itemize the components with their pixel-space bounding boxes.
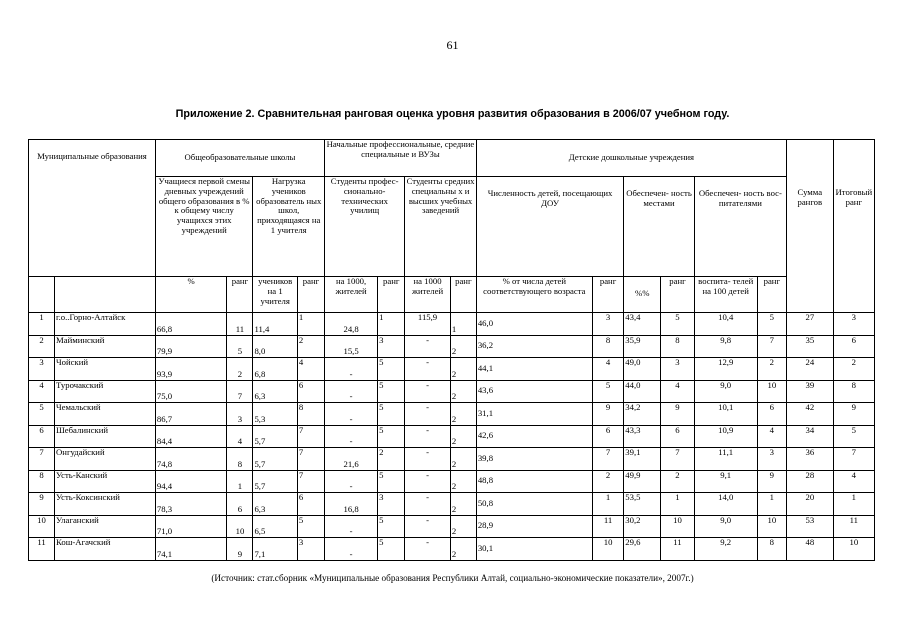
school-share-rank: 11 bbox=[227, 313, 253, 336]
sum-of-ranks: 27 bbox=[787, 313, 834, 336]
teacher-load-value: 6,3 bbox=[253, 493, 297, 516]
teacher-load-rank: 7 bbox=[297, 470, 324, 493]
teacher-load-rank: 8 bbox=[297, 403, 324, 426]
dou-teachers-rank: 7 bbox=[757, 335, 786, 358]
school-share-rank: 5 bbox=[227, 335, 253, 358]
row-number: 7 bbox=[29, 448, 55, 471]
ranking-table bbox=[28, 139, 875, 561]
school-share-value: 79,9 bbox=[155, 335, 227, 358]
spo-students-rank: 2 bbox=[450, 515, 476, 538]
sum-of-ranks: 24 bbox=[787, 358, 834, 381]
school-share-rank: 10 bbox=[227, 515, 253, 538]
npo-students-rank: 5 bbox=[378, 515, 405, 538]
header-students-spo: Студенты средних специальны х и высших учебных заведений bbox=[405, 177, 477, 277]
school-share-rank: 6 bbox=[227, 493, 253, 516]
dou-teachers-rank: 8 bbox=[757, 538, 786, 561]
sum-of-ranks: 34 bbox=[787, 425, 834, 448]
municipality-name: Онгудайский bbox=[55, 448, 156, 471]
teacher-load-rank: 2 bbox=[297, 335, 324, 358]
dou-teachers-value: 12,9 bbox=[694, 358, 757, 381]
spo-students-value: - bbox=[405, 538, 451, 561]
unit-rank: ранг bbox=[757, 277, 786, 313]
table-row bbox=[29, 380, 875, 403]
unit-rank: ранг bbox=[592, 277, 623, 313]
npo-students-rank: 3 bbox=[378, 335, 405, 358]
npo-students-value: - bbox=[325, 470, 378, 493]
school-share-value: 75,0 bbox=[155, 380, 227, 403]
municipality-name: Шебалинский bbox=[55, 425, 156, 448]
spo-students-rank: 2 bbox=[450, 358, 476, 381]
dou-children-value: 43,6 bbox=[476, 380, 592, 403]
dou-teachers-rank: 9 bbox=[757, 470, 786, 493]
npo-students-rank: 3 bbox=[378, 493, 405, 516]
spo-students-value: - bbox=[405, 493, 451, 516]
school-share-rank: 4 bbox=[227, 425, 253, 448]
dou-places-value: 44,0 bbox=[624, 380, 661, 403]
unit-rank: ранг bbox=[450, 277, 476, 313]
page-title: Приложение 2. Сравнительная ранговая оценка уровня развития образования в 2006/07 учебном году. bbox=[175, 108, 730, 120]
header-sum-ranks: Сумма рангов bbox=[787, 140, 834, 313]
npo-students-rank: 5 bbox=[378, 403, 405, 426]
row-number: 10 bbox=[29, 515, 55, 538]
dou-places-rank: 7 bbox=[661, 448, 695, 471]
dou-children-value: 42,6 bbox=[476, 425, 592, 448]
dou-places-rank: 6 bbox=[661, 425, 695, 448]
teacher-load-value: 5,7 bbox=[253, 470, 297, 493]
dou-children-value: 36,2 bbox=[476, 335, 592, 358]
teacher-load-value: 5,3 bbox=[253, 403, 297, 426]
npo-students-value: 15,5 bbox=[325, 335, 378, 358]
spo-students-value: - bbox=[405, 470, 451, 493]
dou-places-rank: 9 bbox=[661, 403, 695, 426]
final-rank: 4 bbox=[833, 470, 874, 493]
row-number: 4 bbox=[29, 380, 55, 403]
table-row bbox=[29, 403, 875, 426]
final-rank: 10 bbox=[833, 538, 874, 561]
dou-children-rank: 4 bbox=[592, 358, 623, 381]
table-row bbox=[29, 313, 875, 336]
npo-students-value: - bbox=[325, 515, 378, 538]
npo-students-rank: 2 bbox=[378, 448, 405, 471]
sum-of-ranks: 20 bbox=[787, 493, 834, 516]
sum-of-ranks: 35 bbox=[787, 335, 834, 358]
spo-students-value: - bbox=[405, 403, 451, 426]
dou-places-value: 30,2 bbox=[624, 515, 661, 538]
spo-students-value: - bbox=[405, 448, 451, 471]
dou-teachers-rank: 1 bbox=[757, 493, 786, 516]
school-share-rank: 8 bbox=[227, 448, 253, 471]
teacher-load-value: 6,8 bbox=[253, 358, 297, 381]
dou-places-value: 29,6 bbox=[624, 538, 661, 561]
teacher-load-rank: 5 bbox=[297, 515, 324, 538]
school-share-value: 93,9 bbox=[155, 358, 227, 381]
dou-teachers-rank: 3 bbox=[757, 448, 786, 471]
dou-teachers-rank: 4 bbox=[757, 425, 786, 448]
school-share-rank: 1 bbox=[227, 470, 253, 493]
teacher-load-rank: 7 bbox=[297, 448, 324, 471]
npo-students-rank: 5 bbox=[378, 470, 405, 493]
dou-children-value: 39,8 bbox=[476, 448, 592, 471]
dou-teachers-value: 10,4 bbox=[694, 313, 757, 336]
dou-places-value: 35,9 bbox=[624, 335, 661, 358]
dou-places-value: 49,9 bbox=[624, 470, 661, 493]
dou-children-rank: 10 bbox=[592, 538, 623, 561]
dou-children-value: 44,1 bbox=[476, 358, 592, 381]
npo-students-rank: 1 bbox=[378, 313, 405, 336]
dou-children-rank: 6 bbox=[592, 425, 623, 448]
municipality-name: Усть-Канский bbox=[55, 470, 156, 493]
final-rank: 2 bbox=[833, 358, 874, 381]
table-row bbox=[29, 538, 875, 561]
dou-places-rank: 10 bbox=[661, 515, 695, 538]
table-row bbox=[29, 335, 875, 358]
row-number: 5 bbox=[29, 403, 55, 426]
municipality-name: Усть-Коксинский bbox=[55, 493, 156, 516]
spo-students-rank: 2 bbox=[450, 538, 476, 561]
municipality-name: Турочакский bbox=[55, 380, 156, 403]
npo-students-value: - bbox=[325, 403, 378, 426]
npo-students-rank: 5 bbox=[378, 380, 405, 403]
spo-students-rank: 2 bbox=[450, 493, 476, 516]
dou-children-value: 48,8 bbox=[476, 470, 592, 493]
unit-pct: % bbox=[155, 277, 227, 313]
spo-students-value: - bbox=[405, 515, 451, 538]
school-share-rank: 3 bbox=[227, 403, 253, 426]
sum-of-ranks: 39 bbox=[787, 380, 834, 403]
unit-per-1000: на 1000 жителей bbox=[405, 277, 451, 313]
npo-students-value: 21,6 bbox=[325, 448, 378, 471]
table-row bbox=[29, 470, 875, 493]
final-rank: 5 bbox=[833, 425, 874, 448]
dou-places-rank: 11 bbox=[661, 538, 695, 561]
unit-rank: ранг bbox=[378, 277, 405, 313]
dou-teachers-value: 9,8 bbox=[694, 335, 757, 358]
header-municipal: Муниципальные образования bbox=[29, 140, 156, 277]
teacher-load-value: 6,3 bbox=[253, 380, 297, 403]
dou-children-rank: 8 bbox=[592, 335, 623, 358]
spo-students-value: 115,9 bbox=[405, 313, 451, 336]
dou-places-value: 43,3 bbox=[624, 425, 661, 448]
npo-students-rank: 5 bbox=[378, 425, 405, 448]
municipality-name: Майминский bbox=[55, 335, 156, 358]
dou-teachers-rank: 10 bbox=[757, 380, 786, 403]
header-share: Учащиеся первой смены дневных учреждений общего образования в % к общему числу учащихся этих учреждений bbox=[155, 177, 253, 277]
dou-children-rank: 7 bbox=[592, 448, 623, 471]
dou-children-rank: 3 bbox=[592, 313, 623, 336]
unit-per-1000: на 1000, жителей bbox=[325, 277, 378, 313]
dou-teachers-value: 9,2 bbox=[694, 538, 757, 561]
dou-children-value: 28,9 bbox=[476, 515, 592, 538]
final-rank: 11 bbox=[833, 515, 874, 538]
teacher-load-rank: 1 bbox=[297, 313, 324, 336]
row-number: 9 bbox=[29, 493, 55, 516]
dou-places-rank: 1 bbox=[661, 493, 695, 516]
row-number: 3 bbox=[29, 358, 55, 381]
teacher-load-rank: 6 bbox=[297, 493, 324, 516]
unit-rank: ранг bbox=[297, 277, 324, 313]
dou-teachers-value: 10,1 bbox=[694, 403, 757, 426]
school-share-value: 78,3 bbox=[155, 493, 227, 516]
teacher-load-rank: 7 bbox=[297, 425, 324, 448]
dou-children-rank: 9 bbox=[592, 403, 623, 426]
npo-students-value: - bbox=[325, 358, 378, 381]
spo-students-value: - bbox=[405, 380, 451, 403]
dou-places-value: 39,1 bbox=[624, 448, 661, 471]
dou-places-rank: 2 bbox=[661, 470, 695, 493]
dou-children-rank: 5 bbox=[592, 380, 623, 403]
npo-students-rank: 5 bbox=[378, 538, 405, 561]
unit-pctpct: %% bbox=[624, 277, 661, 313]
npo-students-value: 24,8 bbox=[325, 313, 378, 336]
teacher-load-value: 5,7 bbox=[253, 448, 297, 471]
school-share-value: 74,1 bbox=[155, 538, 227, 561]
final-rank: 9 bbox=[833, 403, 874, 426]
npo-students-value: 16,8 bbox=[325, 493, 378, 516]
table-row bbox=[29, 448, 875, 471]
dou-teachers-rank: 5 bbox=[757, 313, 786, 336]
final-rank: 8 bbox=[833, 380, 874, 403]
sum-of-ranks: 42 bbox=[787, 403, 834, 426]
municipality-name: Улаганский bbox=[55, 515, 156, 538]
header-children: Численность детей, посещающих ДОУ bbox=[476, 177, 623, 277]
spo-students-value: - bbox=[405, 335, 451, 358]
school-share-rank: 7 bbox=[227, 380, 253, 403]
school-share-rank: 9 bbox=[227, 538, 253, 561]
municipality-name: г.о..Горно-Алтайск bbox=[55, 313, 156, 336]
dou-children-value: 46,0 bbox=[476, 313, 592, 336]
school-share-value: 94,4 bbox=[155, 470, 227, 493]
final-rank: 7 bbox=[833, 448, 874, 471]
teacher-load-rank: 4 bbox=[297, 358, 324, 381]
spo-students-rank: 2 bbox=[450, 335, 476, 358]
dou-places-rank: 4 bbox=[661, 380, 695, 403]
source-note: (Источник: стат.сборник «Муниципальные образования Республики Алтай, социально-экономические показатели», 2007г.) bbox=[211, 573, 694, 583]
municipality-name: Чойский bbox=[55, 358, 156, 381]
dou-teachers-value: 10,9 bbox=[694, 425, 757, 448]
spo-students-rank: 2 bbox=[450, 403, 476, 426]
table-row bbox=[29, 515, 875, 538]
dou-children-rank: 1 bbox=[592, 493, 623, 516]
dou-children-rank: 2 bbox=[592, 470, 623, 493]
sum-of-ranks: 48 bbox=[787, 538, 834, 561]
dou-places-value: 49,0 bbox=[624, 358, 661, 381]
dou-places-value: 43,4 bbox=[624, 313, 661, 336]
dou-teachers-value: 11,1 bbox=[694, 448, 757, 471]
spo-students-value: - bbox=[405, 358, 451, 381]
spo-students-value: - bbox=[405, 425, 451, 448]
final-rank: 3 bbox=[833, 313, 874, 336]
teacher-load-value: 8,0 bbox=[253, 335, 297, 358]
spo-students-rank: 1 bbox=[450, 313, 476, 336]
dou-places-rank: 5 bbox=[661, 313, 695, 336]
header-final-rank: Итоговый ранг bbox=[833, 140, 874, 313]
teacher-load-rank: 3 bbox=[297, 538, 324, 561]
dou-teachers-rank: 2 bbox=[757, 358, 786, 381]
teacher-load-value: 5,7 bbox=[253, 425, 297, 448]
school-share-value: 71,0 bbox=[155, 515, 227, 538]
dou-teachers-rank: 10 bbox=[757, 515, 786, 538]
school-share-rank: 2 bbox=[227, 358, 253, 381]
npo-students-value: - bbox=[325, 538, 378, 561]
row-number: 2 bbox=[29, 335, 55, 358]
dou-teachers-value: 14,0 bbox=[694, 493, 757, 516]
final-rank: 1 bbox=[833, 493, 874, 516]
dou-places-rank: 3 bbox=[661, 358, 695, 381]
unit-rank: ранг bbox=[661, 277, 695, 313]
header-students-npo: Студенты профес- сионально- технических училищ bbox=[325, 177, 405, 277]
dou-teachers-value: 9,0 bbox=[694, 380, 757, 403]
header-schools: Общеобразовательные школы bbox=[155, 140, 324, 177]
municipality-name: Кош-Агачский bbox=[55, 538, 156, 561]
unit-per-100: воспита- телей на 100 детей bbox=[694, 277, 757, 313]
unit-rank: ранг bbox=[227, 277, 253, 313]
npo-students-value: - bbox=[325, 425, 378, 448]
dou-children-value: 30,1 bbox=[476, 538, 592, 561]
dou-places-value: 34,2 bbox=[624, 403, 661, 426]
spo-students-rank: 2 bbox=[450, 425, 476, 448]
dou-teachers-value: 9,0 bbox=[694, 515, 757, 538]
school-share-value: 86,7 bbox=[155, 403, 227, 426]
dou-children-rank: 11 bbox=[592, 515, 623, 538]
header-dou: Детские дошкольные учреждения bbox=[476, 140, 786, 177]
municipality-name: Чемальский bbox=[55, 403, 156, 426]
school-share-value: 74,8 bbox=[155, 448, 227, 471]
spo-students-rank: 2 bbox=[450, 380, 476, 403]
npo-students-value: - bbox=[325, 380, 378, 403]
header-load: Нагрузка учеников образователь ных школ, приходящаяся на 1 учителя bbox=[253, 177, 325, 277]
teacher-load-value: 6,5 bbox=[253, 515, 297, 538]
dou-children-value: 31,1 bbox=[476, 403, 592, 426]
row-number: 1 bbox=[29, 313, 55, 336]
school-share-value: 84,4 bbox=[155, 425, 227, 448]
row-number: 6 bbox=[29, 425, 55, 448]
dou-places-value: 53,5 bbox=[624, 493, 661, 516]
npo-students-rank: 5 bbox=[378, 358, 405, 381]
table-row bbox=[29, 493, 875, 516]
header-teachers: Обеспечен- ность вос- питателями bbox=[694, 177, 786, 277]
sum-of-ranks: 53 bbox=[787, 515, 834, 538]
teacher-load-value: 7,1 bbox=[253, 538, 297, 561]
dou-children-value: 50,8 bbox=[476, 493, 592, 516]
teacher-load-value: 11,4 bbox=[253, 313, 297, 336]
header-places: Обеспечен- ность местами bbox=[624, 177, 694, 277]
spo-students-rank: 2 bbox=[450, 448, 476, 471]
unit-per-teacher: учеников на 1 учителя bbox=[253, 277, 297, 313]
school-share-value: 66,8 bbox=[155, 313, 227, 336]
unit-pct-age: % от числа детей соответствующего возраста bbox=[476, 277, 592, 313]
page-number: 61 bbox=[446, 38, 459, 52]
dou-teachers-rank: 6 bbox=[757, 403, 786, 426]
row-number: 8 bbox=[29, 470, 55, 493]
dou-places-rank: 8 bbox=[661, 335, 695, 358]
row-number: 11 bbox=[29, 538, 55, 561]
table-row bbox=[29, 358, 875, 381]
final-rank: 6 bbox=[833, 335, 874, 358]
teacher-load-rank: 6 bbox=[297, 380, 324, 403]
table-body bbox=[29, 313, 875, 561]
spo-students-rank: 2 bbox=[450, 470, 476, 493]
sum-of-ranks: 36 bbox=[787, 448, 834, 471]
sum-of-ranks: 28 bbox=[787, 470, 834, 493]
header-prof: Начальные профессиональные, средние специальные и ВУЗы bbox=[325, 140, 477, 177]
table-row bbox=[29, 425, 875, 448]
dou-teachers-value: 9,1 bbox=[694, 470, 757, 493]
